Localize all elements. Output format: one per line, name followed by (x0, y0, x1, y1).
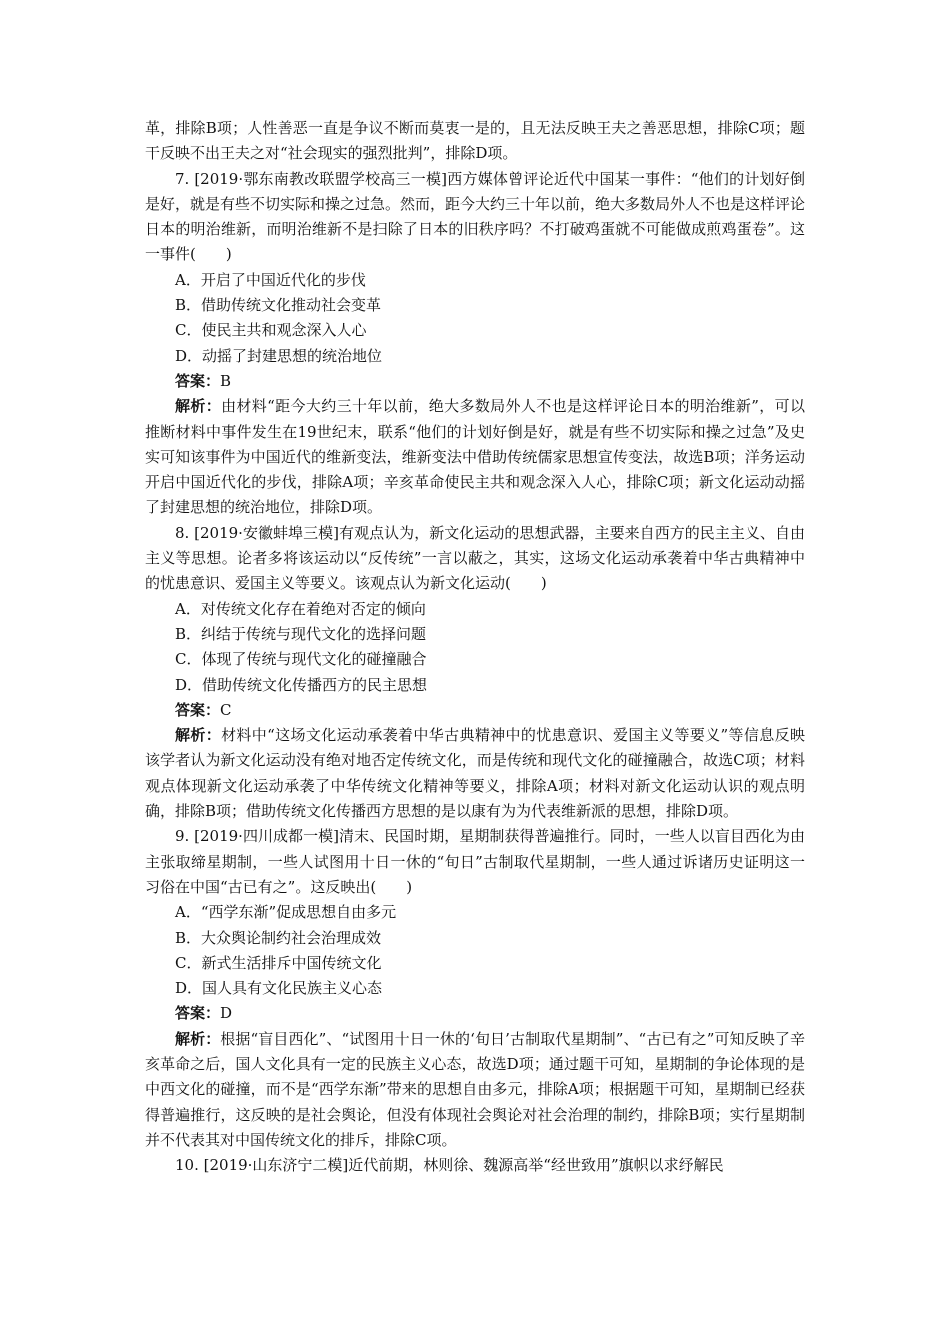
option-a: A．“西学东渐”促成思想自由多元 (175, 903, 397, 922)
analysis-label: 解析： (175, 397, 222, 416)
analysis-paragraph (145, 723, 805, 824)
question-text: 有观点认为，新文化运动的思想武器，主要来自西方的民主主义、自由主义等思想。论者多将该运动以“反传统”一言以蔽之，其实，这场文化运动承袭着中华古典精神中的忧患意识、爱国主义等要义。该观点认为新文化运动( ) (145, 523, 805, 593)
answer-label: 答案： (175, 371, 221, 390)
option-d: D．动摇了封建思想的统治地位 (175, 346, 383, 365)
question-7 (145, 167, 805, 521)
analysis-text: 材料中“这场文化运动承袭着中华古典精神中的忧患意识、爱国主义等要义”等信息反映该学者认为新文化运动没有绝对地否定传统文化，而是传统和现代文化的碰撞融合，故选C项；材料观点体现新文化运动承袭了中华传统文化精神等要义，排除A项；材料对新文化运动认识的观点明确，排除B项；借助传统文化传播西方思想的是以康有为为代表维新派的思想，排除D项。 (145, 726, 805, 821)
question-source: [2019·安徽蚌埠三模] (194, 523, 339, 542)
answer-line (145, 1001, 805, 1026)
question-source: [2019·鄂东南教改联盟学校高三一模] (194, 169, 448, 188)
question-text: 近代前期，林则徐、魏源高举“经世致用”旗帜以求纾解民 (348, 1156, 724, 1175)
option-b: B．纠结于传统与现代文化的选择问题 (175, 624, 427, 643)
answer-value: B (220, 371, 232, 390)
question-stem (145, 824, 805, 900)
question-8 (145, 521, 805, 825)
option-c: C．使民主共和观念深入人心 (175, 321, 367, 340)
option-b: B．借助传统文化推动社会变革 (175, 296, 382, 315)
question-number: 7. (175, 169, 190, 188)
answer-line (145, 698, 805, 723)
question-source: [2019·四川成都一模] (194, 827, 339, 846)
analysis-label: 解析： (175, 726, 222, 745)
answer-value: D (220, 1004, 233, 1023)
option-a: A．开启了中国近代化的步伐 (175, 270, 366, 289)
question-number: 8. (175, 523, 190, 542)
answer-label: 答案： (175, 1004, 221, 1023)
question-stem (145, 1153, 805, 1178)
analysis-paragraph (145, 1027, 805, 1153)
option-c: C．新式生活排斥中国传统文化 (175, 953, 382, 972)
analysis-text: 根据“盲目西化”、“试图用十日一休的‘旬日’古制取代星期制”、“古已有之”可知反映了辛亥革命之后，国人文化具有一定的民族主义心态，故选D项；通过题干可知，星期制的争论体现的是中西文化的碰撞，而不是“西学东渐”带来的思想自由多元，排除A项；根据题干可知，星期制已经获得普遍推行，这反映的是社会舆论，但没有体现社会舆论对社会治理的制约，排除B项；实行星期制并不代表其对中国传统文化的排斥，排除C项。 (145, 1029, 805, 1149)
question-10 (145, 1153, 805, 1178)
question-9 (145, 824, 805, 1153)
option-b: B．大众舆论制约社会治理成效 (175, 928, 382, 947)
continuation-text: 革，排除B项；人性善恶一直是争议不断而莫衷一是的，且无法反映王夫之善恶思想，排除C项；题干反映不出王夫之对“社会现实的强烈批判”，排除D项。 (145, 119, 805, 163)
answer-line (145, 369, 805, 394)
question-stem (145, 167, 805, 268)
option-d: D．借助传统文化传播西方的民主思想 (175, 675, 428, 694)
question-text: 西方媒体曾评论近代中国某一事件：“他们的计划好倒是好，就是有些不切实际和操之过急。然而，距今大约三十年以前，绝大多数局外人不也是这样评论日本的明治维新，而明治维新不是扫除了日本的旧秩序吗？不打破鸡蛋就不可能做成煎鸡蛋卷”。这一事件( ) (145, 169, 806, 264)
question-number: 9. (175, 827, 190, 846)
question-text: 清末、民国时期，星期制获得普遍推行。同时，一些人以盲目西化为由主张取缔星期制，一些人试图用十日一休的“旬日”古制取代星期制，一些人通过诉诸历史证明这一习俗在中国“古已有之”。这反映出( ) (145, 827, 805, 896)
question-stem (145, 521, 805, 597)
analysis-label: 解析： (175, 1029, 221, 1048)
option-c: C．体现了传统与现代文化的碰撞融合 (175, 650, 427, 669)
document-page (145, 116, 805, 1178)
analysis-text: 由材料“距今大约三十年以前，绝大多数局外人不也是这样评论日本的明治维新”，可以推断材料中事件发生在19世纪末，联系“他们的计划好倒是好，就是有些不切实际和操之过急”及史实可知该事件为中国近代的维新变法，维新变法中借助传统儒家思想宣传变法，故选B项；洋务运动开启中国近代化的步伐，排除A项；辛亥革命使民主共和观念深入人心，排除C项；新文化运动动摇了封建思想的统治地位，排除D项。 (145, 397, 805, 517)
answer-label: 答案： (175, 700, 221, 719)
option-a: A．对传统文化存在着绝对否定的倾向 (175, 599, 426, 618)
question-number: 10. (175, 1156, 199, 1175)
analysis-paragraph (145, 394, 805, 520)
answer-value: C (220, 700, 232, 719)
question-source: [2019·山东济宁二模] (203, 1156, 349, 1175)
option-d: D．国人具有文化民族主义心态 (175, 979, 383, 998)
